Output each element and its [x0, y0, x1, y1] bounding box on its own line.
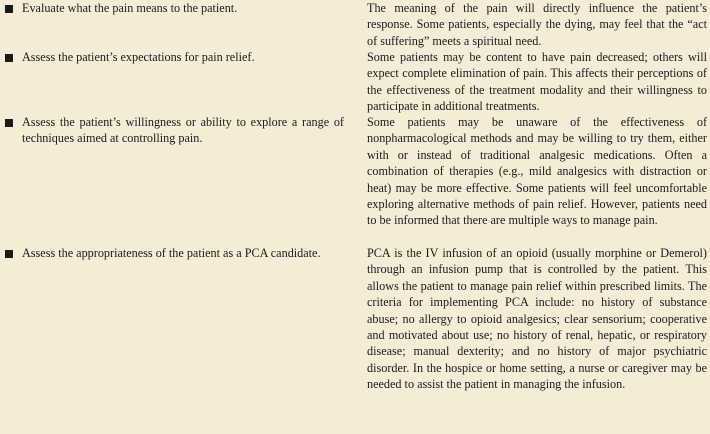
- intervention-text: Assess the patient’s expectations for pain relief.: [22, 50, 255, 64]
- square-bullet-icon: [5, 54, 13, 62]
- square-bullet-icon: [5, 5, 13, 13]
- square-bullet-icon: [5, 250, 13, 258]
- rationale-text: The meaning of the pain will directly influence the patient’s response. Some patients, especially the dying, may feel that the “act of suffering” meets a spiritual need.: [367, 1, 707, 48]
- intervention-text: Evaluate what the pain means to the patient.: [22, 1, 238, 15]
- intervention-text: Assess the appropriateness of the patient as a PCA candidate.: [22, 246, 321, 260]
- square-bullet-icon: [5, 119, 13, 127]
- rationale-text: PCA is the IV infusion of an opioid (usually morphine or Demerol) through an infusion pump that is controlled by the patient. This allows the patient to manage pain relief within prescribed limits. The criteria for implementing PCA include: no history of substance abuse; no allergy to opioid analgesics; clear sensorium; cooperative and motivated about use; no history of renal, hepatic, or respiratory disease; manual dexterity; and no history of major psychiatric disorder. In the hospice or home setting, a nurse or caregiver may be needed to assist the patient in managing the infusion.: [367, 246, 707, 392]
- rationale-text: Some patients may be content to have pain decreased; others will expect complete elimination of pain. This affects their perceptions of the effectiveness of the treatment modality and their willingness to participate in additional treatments.: [367, 50, 707, 114]
- intervention-text: Assess the patient’s willingness or ability to explore a range of techniques aimed at controlling pain.: [22, 115, 344, 146]
- rationale-text: Some patients may be unaware of the effectiveness of nonpharmacological methods and may be willing to try them, either with or instead of traditional analgesic medications. Often a combination of therapies (e.g., mild analgesics with distraction or heat) may be more effective. Some patients will feel uncomfortable exploring alternative methods of pain relief. However, patients need to be informed that there are multiple ways to manage pain.: [367, 115, 707, 228]
